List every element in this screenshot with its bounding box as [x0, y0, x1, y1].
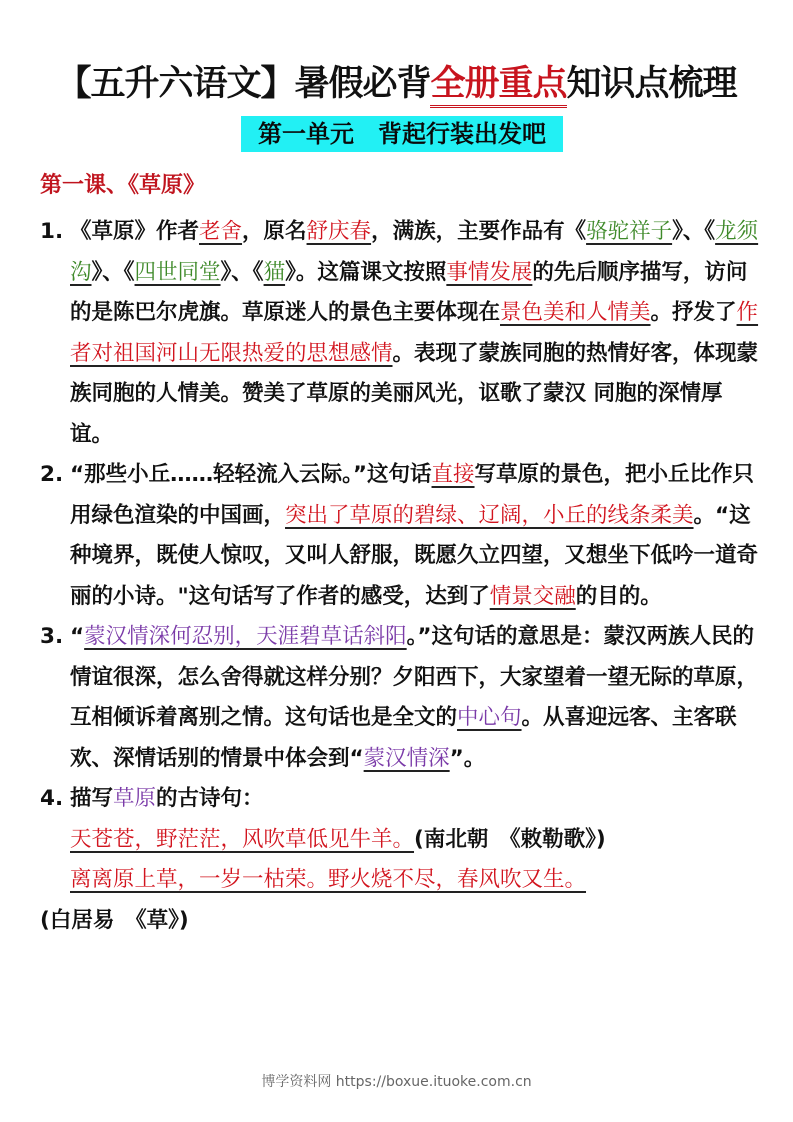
key-term: 四世同堂 — [134, 259, 221, 285]
item-text — [70, 624, 758, 771]
text-run: “ — [70, 624, 85, 649]
key-term: 老舍 — [199, 219, 243, 244]
key-term: 蒙汉情深何忍别，天涯碧草话斜阳 — [84, 624, 407, 649]
note-item-2 — [40, 455, 760, 617]
text-run: 。从喜迎远客、主客联欢、深情话别的情景中体会到“ — [70, 705, 737, 771]
text-run: 》、《 — [672, 219, 716, 244]
text-run: 的先后顺序描写，访问的是陈巴尔虎旗。草原迷人的景色主要体现在 — [70, 259, 748, 325]
poem-line-1 — [70, 820, 760, 861]
poem-source: (白居易 《草》) — [40, 907, 189, 933]
footer-watermark — [0, 1071, 793, 1091]
key-term: 骆驼祥子 — [586, 219, 673, 244]
notes-content — [40, 212, 760, 941]
text-run: 》、《 — [91, 259, 135, 285]
note-item-3 — [40, 617, 760, 779]
item-number: 3. — [40, 624, 64, 649]
poem-intro — [70, 786, 264, 811]
key-term: 情景交融 — [489, 583, 576, 609]
key-term: 猫 — [263, 259, 286, 285]
item-number: 4. — [40, 786, 64, 811]
item-text — [70, 462, 758, 609]
unit-heading: 第一单元 背起行装出发吧 — [241, 116, 563, 152]
key-term: 事情发展 — [446, 259, 533, 285]
note-item-4 — [40, 779, 760, 941]
title-prefix: 【五升六语文】暑假必背 — [56, 64, 431, 104]
text-run: ，满族，主要作品有《 — [371, 219, 587, 244]
item-number: 2. — [40, 462, 64, 487]
text-run: “那些小丘……轻轻流入云际。”这句话 — [70, 462, 432, 487]
poem-verse: 离离原上草，一岁一枯荣。野火烧不尽，春风吹又生。 — [70, 867, 587, 892]
text-run: 《草原》作者 — [70, 219, 200, 244]
key-term: 龙须沟 — [70, 219, 759, 285]
note-item-1 — [40, 212, 760, 455]
poem-source: (南北朝 《敕勒歌》) — [414, 826, 606, 852]
text-run: 。表现了蒙族同胞的热情好客，体现蒙族同胞的人情美。赞美了草原的美丽风光，讴歌了蒙汉 同胞的深情厚谊。 — [70, 340, 759, 447]
poem-verse: 天苍苍，野茫茫，风吹草低见牛羊。 — [70, 826, 415, 852]
poem-source-line — [40, 901, 760, 942]
key-term: 作者对祖国河山无限热爱的思想感情 — [70, 300, 759, 366]
text-run: 的目的。 — [575, 583, 662, 609]
key-term: 舒庆春 — [306, 219, 372, 244]
key-term: 蒙汉情深 — [363, 745, 450, 771]
poem-line-2 — [70, 860, 760, 901]
text-run: ”。 — [449, 745, 486, 771]
intro-key: 草原 — [113, 786, 157, 811]
key-term: 突出了草原的碧绿、辽阔，小丘的线条柔美 — [285, 502, 694, 528]
key-term: 中心句 — [457, 705, 522, 730]
item-number: 1. — [40, 219, 64, 244]
text-run: 写草原的景色，把小丘比作只用绿色渲染的中国画， — [70, 462, 755, 528]
footer-url: https://boxue.ituoke.com.cn — [335, 1074, 532, 1090]
item-text — [70, 219, 758, 447]
intro-prefix: 描写 — [70, 786, 114, 811]
footer-site-name: 博学资料网 — [261, 1074, 332, 1090]
key-term: 直接 — [431, 462, 475, 487]
intro-suffix: 的古诗句： — [156, 786, 264, 811]
text-run: 》。这篇课文按照 — [285, 259, 447, 285]
page-title — [0, 56, 793, 106]
text-run: ，原名 — [242, 219, 307, 244]
title-suffix: 知识点梳理 — [566, 64, 737, 104]
text-run: 。”这句话的意思是：蒙汉两族人民的情谊很深，怎么舍得就这样分别？夕阳西下，大家望着一望无际的草原，互相倾诉着离别之情。这句话也是全文的 — [70, 624, 759, 730]
lesson-heading: 第一课、《草原》 — [40, 173, 206, 198]
text-run: 。“这种境界，既使人惊叹，又叫人舒服，既愿久立四望，又想坐下低吟一道奇丽的小诗。"这句话写了作者的感受，达到了 — [70, 502, 759, 609]
text-run: 》、《 — [220, 259, 264, 285]
key-term: 景色美和人情美 — [500, 300, 651, 325]
text-run: 。抒发了 — [650, 300, 737, 325]
title-highlight: 全册重点 — [430, 64, 566, 108]
